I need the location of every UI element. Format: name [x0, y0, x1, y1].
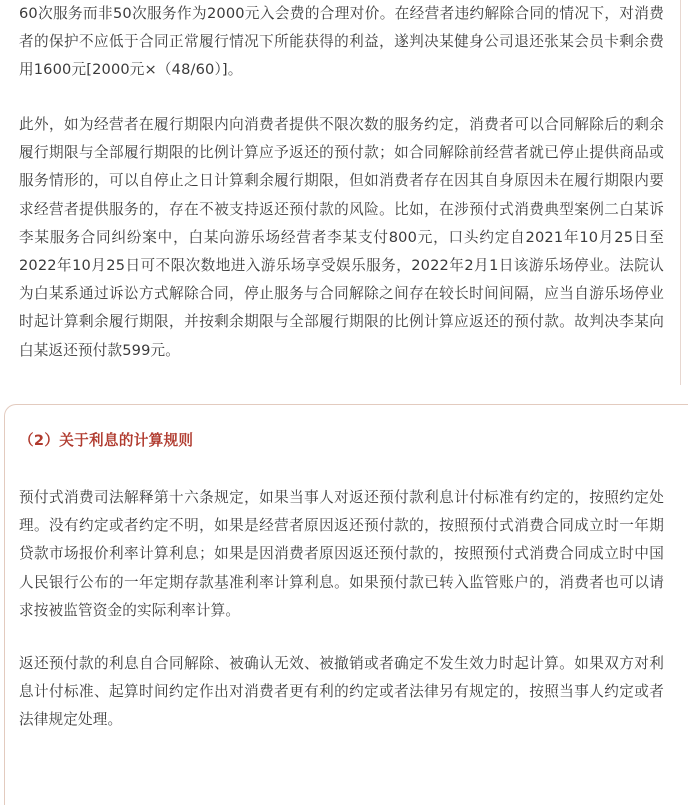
- paragraph-membership-refund: 60次服务而非50次服务作为2000元入会费的合理对价。在经营者违约解除合同的情况下，对消费者的保护不应低于合同正常履行情况下所能获得的利益，遂判决某健身公司退还张某会员卡剩余费用1600元[2000元×（48/60）]。: [19, 5, 664, 79]
- paragraph-interest-standard: 预付式消费司法解释第十六条规定，如果当事人对返还预付款利息计付标准有约定的，按照约定处理。没有约定或者约定不明，如果是经营者原因返还预付款的，按照预付式消费合同成立时一年期贷款市场报价利率计算利息；如果是因消费者原因返还预付款的，按照预付式消费合同成立时中国人民银行公布的一年定期存款基准利率计算利息。如果预付款已转入监管账户的，消费者也可以请求按被监管资金的实际利率计算。: [19, 489, 664, 619]
- paragraph-unlimited-service-case: 此外，如为经营者在履行期限内向消费者提供不限次数的服务约定，消费者可以合同解除后的剩余履行期限与全部履行期限的比例计算应予返还的预付款；如合同解除前经营者就已停止提供商品或服务情形的，可以自停止之日计算剩余履行期限，但如消费者存在因其自身原因未在履行期限内要求经营者提供服务的，存在不被支持返还预付款的风险。比如，在涉预付式消费典型案例二白某诉李某服务合同纠纷案中，白某向游乐场经营者李某支付800元，口头约定自2021年10月25日至2022年10月25日可不限次数地进入游乐场享受娱乐服务，2022年2月1日该游乐场停业。法院认为白某系通过诉讼方式解除合同，停止服务与合同解除之间存在较长时间间隔，应当自游乐场停业时起计算剩余履行期限，并按剩余期限与全部履行期限的比例计算应返还的预付款。故判决李某向白某返还预付款599元。: [19, 116, 664, 359]
- section-heading-interest-rules: （2）关于利息的计算规则: [19, 432, 194, 449]
- top-content-block: [0, 0, 681, 385]
- paragraph-interest-start-time: 返还预付款的利息自合同解除、被确认无效、被撤销或者确定不发生效力时起计算。如果双方对利息计付标准、起算时间约定作出对消费者更有利的约定或者法律另有规定的，按照当事人约定或者法律规定处理。: [19, 655, 664, 729]
